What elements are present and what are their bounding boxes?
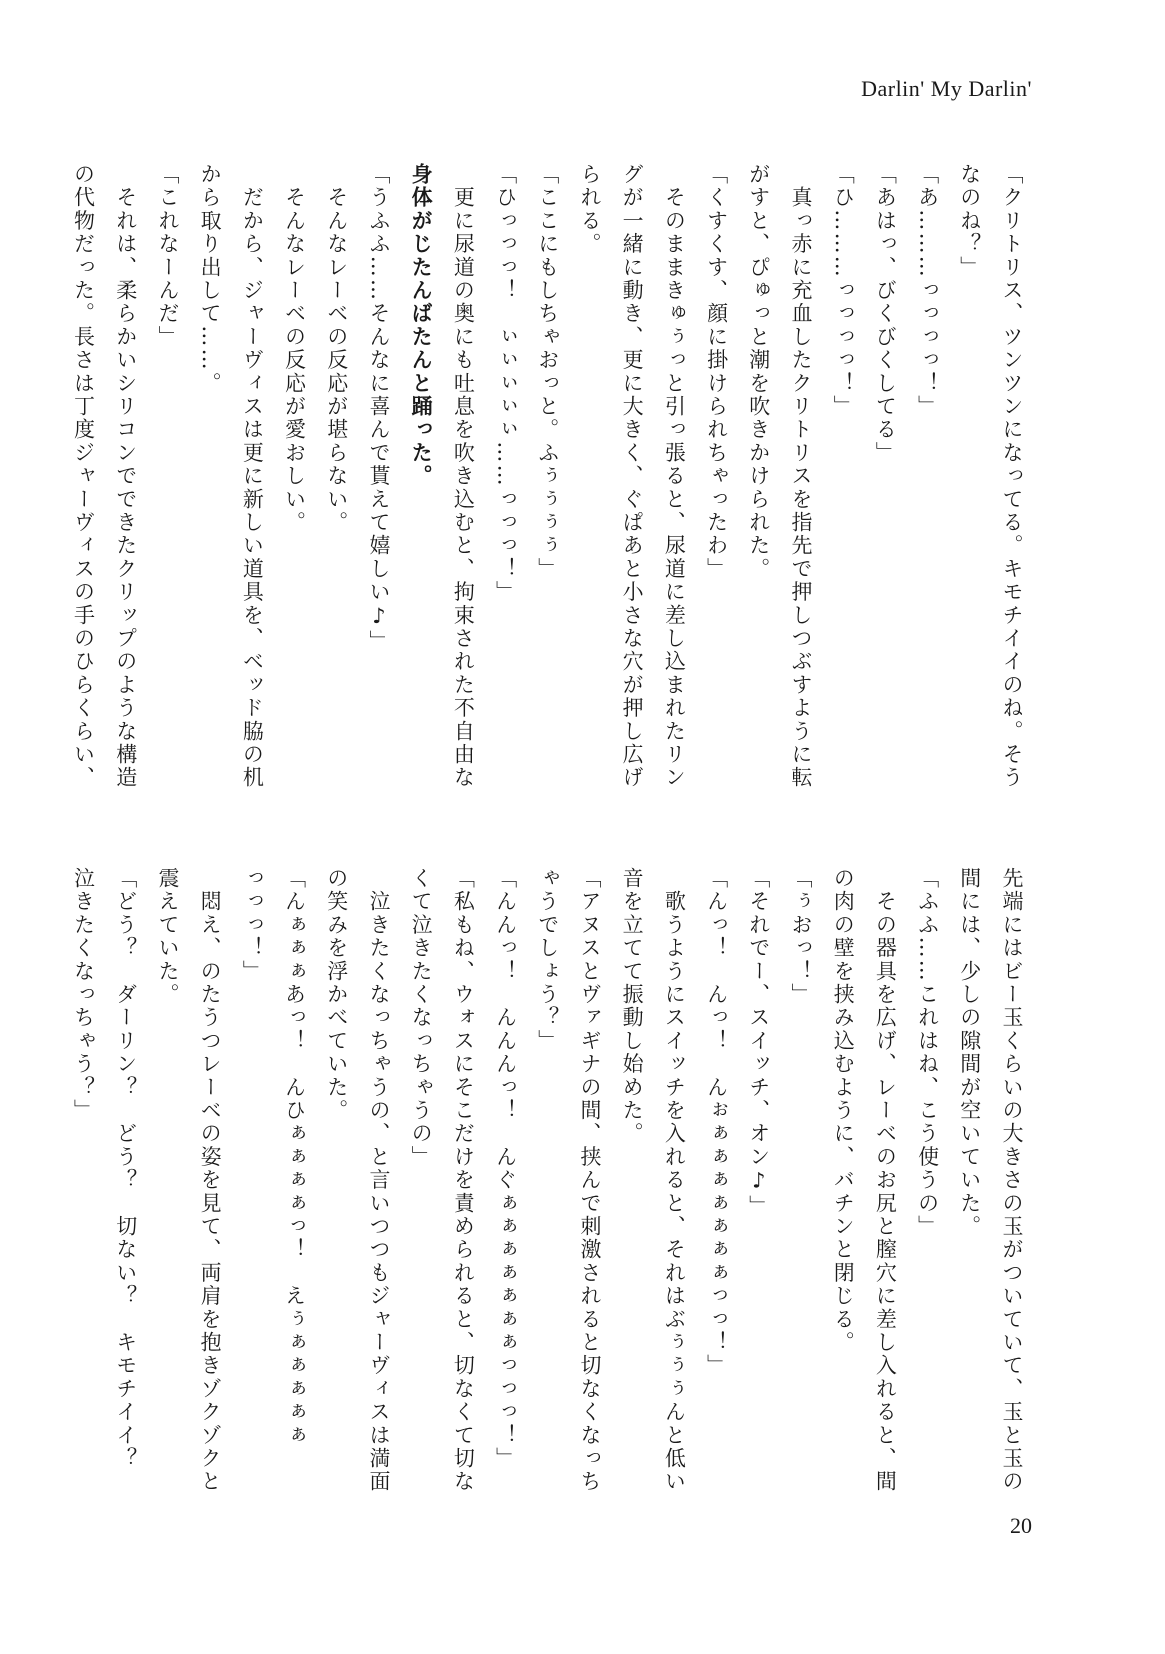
text-line: 「あはっ、びくびくしてる」	[873, 163, 898, 465]
running-header: Darlin' My Darlin'	[861, 76, 1032, 101]
text-line: から取り出して……。	[198, 163, 223, 395]
text-line: 「んぁぁぁあっ！ んひぁぁぁぁっ！ えぅぁぁぁぁぁ	[282, 867, 307, 1447]
text-line: 悶え、のたうつレーベの姿を見て、両肩を抱きゾクゾクと	[198, 867, 223, 1494]
text-line: 「私もね、ウォスにそこだけを責められると、切なくて切な	[451, 867, 476, 1494]
text-line: の代物だった。長さは丁度ジャーヴィスの手のひらくらい、	[71, 163, 96, 790]
text-block-bottom	[71, 867, 1033, 1494]
text-line: そのままきゅぅっと引っ張ると、尿道に差し込まれたリン	[662, 163, 687, 790]
text-line: 「ふふ……これはね、こう使うの」	[915, 867, 940, 1239]
text-line: 「ひ………っっっっ！」	[831, 163, 856, 419]
text-line: 「うふふ……そんなに喜んで貰えて嬉しい♪」	[366, 163, 391, 654]
text-line: 先端にはビー玉くらいの大きさの玉がついていて、玉と玉の	[1000, 867, 1024, 1494]
text-line: 「どう？ ダーリン？ どう？ 切ない？ キモチイイ？	[113, 867, 138, 1471]
text-line: 泣きたくなっちゃうの、と言いつつもジャーヴィスは満面	[366, 867, 391, 1494]
text-line: ゃうでしょう？」	[535, 867, 560, 1053]
text-line: 歌うようにスイッチを入れると、それはぶぅぅぅんと低い	[662, 867, 687, 1494]
text-line: 「アヌスとヴァギナの間、挟んで刺激されると切なくなっち	[577, 867, 602, 1494]
text-line: 「ひっっっ！ ぃぃぃぃぃ……っっっ！」	[493, 163, 518, 604]
text-line: 泣きたくなっちゃう？」	[71, 867, 96, 1123]
text-line: そんなレーベの反応が堪らない。	[324, 163, 349, 535]
text-line: そんなレーベの反応が愛おしい。	[282, 163, 307, 535]
text-line: 身体がじたんばたんと踊った。	[409, 163, 435, 488]
text-block-top	[71, 163, 1033, 790]
page-number: 20	[1010, 1513, 1032, 1538]
text-line: 「それでー、スイッチ、オン♪」	[746, 867, 771, 1218]
text-line: それは、柔らかいシリコンでできたクリップのような構造	[113, 163, 138, 790]
text-line: 「これなーんだ」	[155, 163, 180, 349]
text-line: 「ぅおっ！」	[788, 867, 813, 1007]
text-line: 「んんっ！ んんんっ！ んぐぁぁぁぁぁぁぁっっっ！」	[493, 867, 518, 1471]
text-line: 「ここにもしちゃおっと。ふぅぅぅぅ」	[535, 163, 560, 581]
text-line: 音を立てて振動し始めた。	[620, 867, 645, 1146]
text-line: なのね？」	[957, 163, 982, 279]
text-line: 「んっ！ んっ！ んぉぁぁぁぁぁぁぁっっ！」	[704, 867, 729, 1378]
text-line: られる。	[577, 163, 602, 256]
text-line: の肉の壁を挟み込むように、バチンと閉じる。	[831, 867, 856, 1355]
text-line: 「あ………っっっっ！」	[915, 163, 940, 419]
text-line: グが一緒に動き、更に大きく、ぐぱあと小さな穴が押し広げ	[620, 163, 645, 790]
text-line: 「クリトリス、ツンツンになってる。キモチイイのね。そう	[1000, 163, 1024, 790]
text-line: 「くすくす、顔に掛けられちゃったわ」	[704, 163, 729, 581]
text-line: 真っ赤に充血したクリトリスを指先で押しつぶすように転	[788, 163, 813, 790]
text-line: がすと、ぴゅっと潮を吹きかけられた。	[746, 163, 771, 581]
text-line: の笑みを浮かべていた。	[324, 867, 349, 1123]
text-line: 震えていた。	[155, 867, 180, 1007]
text-line: だから、ジャーヴィスは更に新しい道具を、ベッド脇の机	[240, 163, 265, 790]
text-line: 更に尿道の奥にも吐息を吹き込むと、拘束された不自由な	[451, 163, 476, 790]
text-line: くて泣きたくなっちゃうの」	[409, 867, 434, 1169]
text-line: っっっ！」	[240, 867, 265, 983]
text-line: 間には、少しの隙間が空いていた。	[957, 867, 982, 1239]
text-line: その器具を広げ、レーベのお尻と膣穴に差し入れると、間	[873, 867, 898, 1494]
